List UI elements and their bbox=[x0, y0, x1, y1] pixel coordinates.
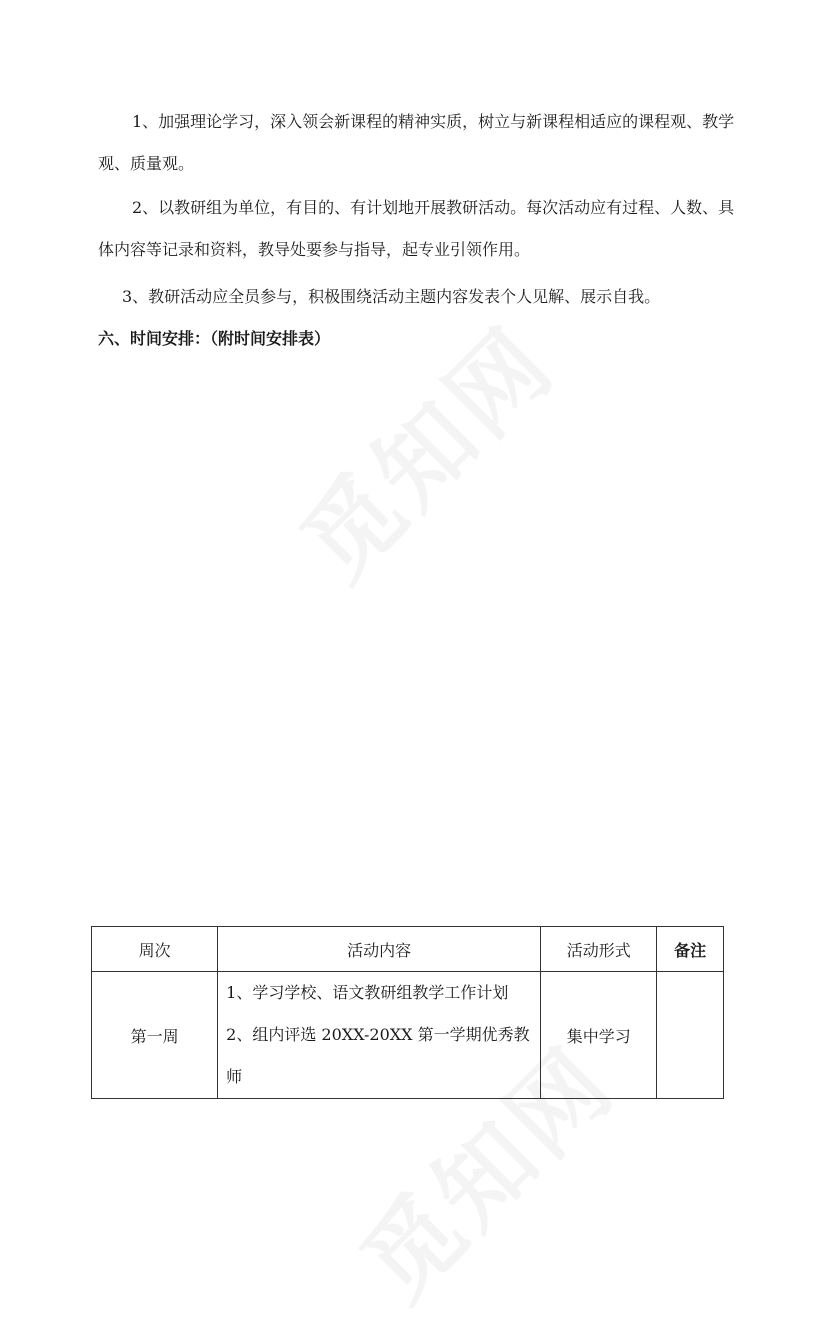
header-activity-form: 活动形式 bbox=[541, 927, 657, 972]
header-week: 周次 bbox=[92, 927, 218, 972]
paragraph-theory-study: 1、加强理论学习，深入领会新课程的精神实质，树立与新课程相适应的课程观、教学观、质量观。 bbox=[98, 112, 735, 173]
table-header-row bbox=[92, 927, 724, 972]
header-activity-content: 活动内容 bbox=[218, 927, 541, 972]
cell-activity-content: 1、学习学校、语文教研组教学工作计划 2、组内评选 20XX-20XX 第一学期优秀教师 bbox=[218, 972, 541, 1099]
cell-week: 第一周 bbox=[92, 972, 218, 1099]
header-notes: 备注 bbox=[657, 927, 724, 972]
paragraph-participation: 3、教研活动应全员参与，积极围绕活动主题内容发表个人见解、展示自我。 bbox=[122, 287, 661, 306]
cell-activity-form: 集中学习 bbox=[541, 972, 657, 1099]
schedule-table bbox=[91, 926, 724, 1099]
table-row bbox=[92, 972, 724, 1099]
cell-notes bbox=[657, 972, 724, 1099]
paragraph-research-group: 2、以教研组为单位，有目的、有计划地开展教研活动。每次活动应有过程、人数、具体内容等记录和资料，教导处要参与指导，起专业引领作用。 bbox=[98, 198, 735, 259]
section-heading-schedule: 六、时间安排：（附时间安排表） bbox=[98, 329, 331, 348]
